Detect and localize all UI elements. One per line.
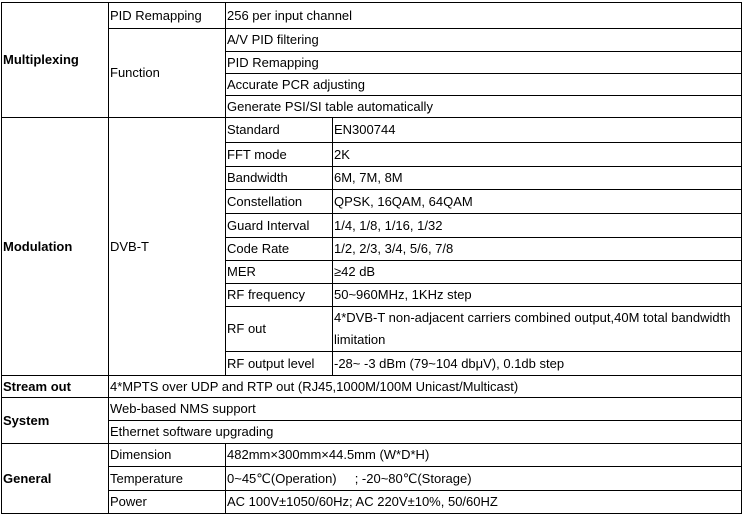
table-row: [2, 118, 742, 143]
param-name: Guard Interval: [226, 214, 333, 238]
param-name: RF output level: [226, 352, 333, 376]
param-value: -28~ -3 dBm (79~104 dbμV), 0.1db step: [333, 352, 742, 376]
spec-table: [1, 2, 742, 514]
function-item: Generate PSI/SI table automatically: [226, 96, 742, 118]
param-name: Dimension: [109, 444, 226, 467]
param-name: MER: [226, 261, 333, 284]
param-name: Constellation: [226, 190, 333, 214]
stream-out-value: 4*MPTS over UDP and RTP out (RJ45,1000M/100M Unicast/Multicast): [109, 376, 742, 398]
param-value: EN300744: [333, 118, 742, 143]
table-row: [2, 376, 742, 398]
param-value: 1/4, 1/8, 1/16, 1/32: [333, 214, 742, 238]
pid-remapping-label: PID Remapping: [109, 3, 226, 29]
table-row: [2, 421, 742, 444]
system-item: Ethernet software upgrading: [109, 421, 742, 444]
modulation-sub-label: DVB-T: [109, 118, 226, 376]
system-item: Web-based NMS support: [109, 398, 742, 421]
section-stream-out: Stream out: [2, 376, 109, 398]
table-row: [2, 491, 742, 514]
param-value: 50~960MHz, 1KHz step: [333, 284, 742, 307]
table-row: [2, 444, 742, 467]
section-multiplexing: Multiplexing: [2, 3, 109, 118]
param-value: 482mm×300mm×44.5mm (W*D*H): [226, 444, 742, 467]
function-label: Function: [109, 29, 226, 118]
param-name: RF out: [226, 307, 333, 352]
param-name: Power: [109, 491, 226, 514]
param-name: FFT mode: [226, 143, 333, 167]
table-row: [2, 467, 742, 491]
param-name: Code Rate: [226, 238, 333, 261]
param-value: AC 100V±1050/60Hz; AC 220V±10%, 50/60HZ: [226, 491, 742, 514]
param-name: Standard: [226, 118, 333, 143]
param-value: QPSK, 16QAM, 64QAM: [333, 190, 742, 214]
param-name: Bandwidth: [226, 167, 333, 190]
param-value: 2K: [333, 143, 742, 167]
param-value: ≥42 dB: [333, 261, 742, 284]
section-system: System: [2, 398, 109, 444]
pid-remapping-value: 256 per input channel: [226, 3, 742, 29]
param-name: RF frequency: [226, 284, 333, 307]
param-value: 6M, 7M, 8M: [333, 167, 742, 190]
table-row: [2, 29, 742, 52]
param-value: 4*DVB-T non-adjacent carriers combined output,40M total bandwidth limitation: [333, 307, 742, 352]
table-row: [2, 398, 742, 421]
function-item: PID Remapping: [226, 52, 742, 74]
param-value: 0~45℃(Operation) ; -20~80℃(Storage): [226, 467, 742, 491]
section-general: General: [2, 444, 109, 514]
section-modulation: Modulation: [2, 118, 109, 376]
function-item: A/V PID filtering: [226, 29, 742, 52]
param-value: 1/2, 2/3, 3/4, 5/6, 7/8: [333, 238, 742, 261]
table-row: [2, 3, 742, 29]
param-name: Temperature: [109, 467, 226, 491]
function-item: Accurate PCR adjusting: [226, 74, 742, 96]
